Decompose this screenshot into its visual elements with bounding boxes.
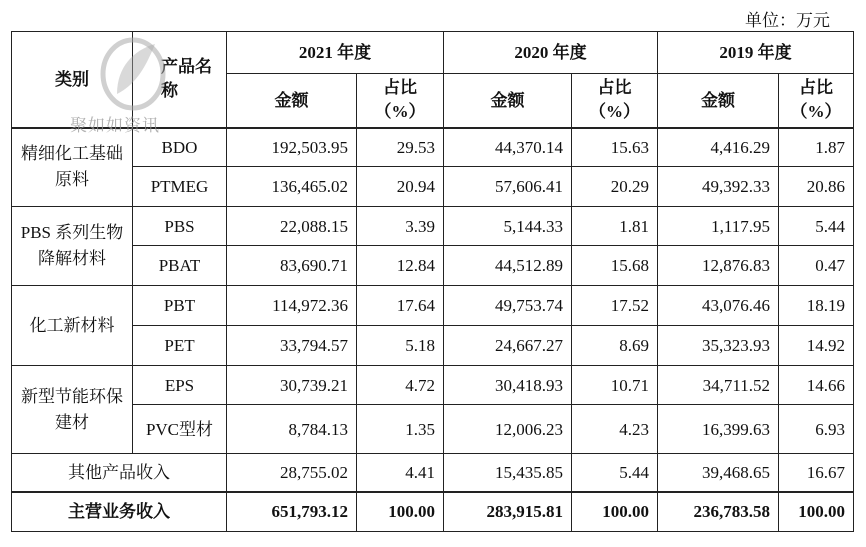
amount-cell: 4,416.29 bbox=[658, 128, 779, 167]
watermark-logo-icon bbox=[97, 34, 169, 112]
category-cell: PBS 系列生物降解材料 bbox=[12, 207, 133, 286]
amount-cell: 236,783.58 bbox=[658, 492, 779, 532]
ratio-cell: 5.44 bbox=[572, 454, 658, 492]
ratio-cell: 14.92 bbox=[779, 326, 854, 366]
amount-cell: 16,399.63 bbox=[658, 405, 779, 454]
header-amount: 金额 bbox=[227, 74, 357, 128]
other-revenue-row bbox=[12, 454, 854, 492]
amount-cell: 12,006.23 bbox=[444, 405, 572, 454]
ratio-cell: 100.00 bbox=[779, 492, 854, 532]
header-ratio: 占比（%） bbox=[357, 74, 444, 128]
amount-cell: 49,753.74 bbox=[444, 286, 572, 326]
ratio-cell: 100.00 bbox=[357, 492, 444, 532]
ratio-cell: 20.94 bbox=[357, 167, 444, 207]
ratio-cell: 8.69 bbox=[572, 326, 658, 366]
ratio-cell: 12.84 bbox=[357, 246, 444, 286]
table-row bbox=[12, 207, 854, 246]
ratio-cell: 15.63 bbox=[572, 128, 658, 167]
watermark-text: 聚如如资讯 bbox=[70, 116, 160, 136]
amount-cell: 8,784.13 bbox=[227, 405, 357, 454]
amount-cell: 651,793.12 bbox=[227, 492, 357, 532]
ratio-cell: 6.93 bbox=[779, 405, 854, 454]
other-revenue-row-label: 其他产品收入 bbox=[12, 454, 227, 492]
amount-cell: 5,144.33 bbox=[444, 207, 572, 246]
header-ratio: 占比（%） bbox=[779, 74, 854, 128]
product-cell: PVC型材 bbox=[133, 405, 227, 454]
amount-cell: 49,392.33 bbox=[658, 167, 779, 207]
total-revenue-row-label: 主营业务收入 bbox=[12, 492, 227, 532]
unit-label: 单位：万元 bbox=[745, 11, 830, 30]
amount-cell: 34,711.52 bbox=[658, 366, 779, 405]
table-row bbox=[12, 167, 854, 207]
amount-cell: 28,755.02 bbox=[227, 454, 357, 492]
category-cell: 精细化工基础原料 bbox=[12, 128, 133, 207]
header-amount: 金额 bbox=[444, 74, 572, 128]
amount-cell: 114,972.36 bbox=[227, 286, 357, 326]
product-cell: PET bbox=[133, 326, 227, 366]
amount-cell: 83,690.71 bbox=[227, 246, 357, 286]
header-ratio: 占比（%） bbox=[572, 74, 658, 128]
table-row bbox=[12, 246, 854, 286]
ratio-cell: 17.52 bbox=[572, 286, 658, 326]
header-amount: 金额 bbox=[658, 74, 779, 128]
product-cell: PBAT bbox=[133, 246, 227, 286]
amount-cell: 35,323.93 bbox=[658, 326, 779, 366]
table-row bbox=[12, 326, 854, 366]
header-year-2019: 2019 年度 bbox=[658, 32, 854, 74]
amount-cell: 43,076.46 bbox=[658, 286, 779, 326]
table-row bbox=[12, 366, 854, 405]
amount-cell: 192,503.95 bbox=[227, 128, 357, 167]
ratio-cell: 5.18 bbox=[357, 326, 444, 366]
header-product: 产品名称 bbox=[133, 32, 227, 128]
ratio-cell: 1.35 bbox=[357, 405, 444, 454]
table-row bbox=[12, 286, 854, 326]
ratio-cell: 10.71 bbox=[572, 366, 658, 405]
amount-cell: 1,117.95 bbox=[658, 207, 779, 246]
ratio-cell: 100.00 bbox=[572, 492, 658, 532]
ratio-cell: 0.47 bbox=[779, 246, 854, 286]
ratio-cell: 14.66 bbox=[779, 366, 854, 405]
ratio-cell: 16.67 bbox=[779, 454, 854, 492]
amount-cell: 15,435.85 bbox=[444, 454, 572, 492]
amount-cell: 30,418.93 bbox=[444, 366, 572, 405]
ratio-cell: 4.41 bbox=[357, 454, 444, 492]
ratio-cell: 4.23 bbox=[572, 405, 658, 454]
category-cell: 新型节能环保建材 bbox=[12, 366, 133, 454]
total-revenue-row bbox=[12, 492, 854, 532]
header-year-2020: 2020 年度 bbox=[444, 32, 658, 74]
amount-cell: 44,370.14 bbox=[444, 128, 572, 167]
amount-cell: 30,739.21 bbox=[227, 366, 357, 405]
table-row bbox=[12, 405, 854, 454]
ratio-cell: 3.39 bbox=[357, 207, 444, 246]
amount-cell: 24,667.27 bbox=[444, 326, 572, 366]
product-cell: PBT bbox=[133, 286, 227, 326]
ratio-cell: 5.44 bbox=[779, 207, 854, 246]
amount-cell: 33,794.57 bbox=[227, 326, 357, 366]
ratio-cell: 1.87 bbox=[779, 128, 854, 167]
ratio-cell: 1.81 bbox=[572, 207, 658, 246]
ratio-cell: 29.53 bbox=[357, 128, 444, 167]
product-cell: PTMEG bbox=[133, 167, 227, 207]
header-category: 类别 bbox=[12, 32, 133, 128]
product-cell: BDO bbox=[133, 128, 227, 167]
amount-cell: 22,088.15 bbox=[227, 207, 357, 246]
amount-cell: 44,512.89 bbox=[444, 246, 572, 286]
ratio-cell: 15.68 bbox=[572, 246, 658, 286]
ratio-cell: 18.19 bbox=[779, 286, 854, 326]
product-cell: EPS bbox=[133, 366, 227, 405]
ratio-cell: 20.86 bbox=[779, 167, 854, 207]
ratio-cell: 4.72 bbox=[357, 366, 444, 405]
ratio-cell: 20.29 bbox=[572, 167, 658, 207]
ratio-cell: 17.64 bbox=[357, 286, 444, 326]
amount-cell: 57,606.41 bbox=[444, 167, 572, 207]
amount-cell: 136,465.02 bbox=[227, 167, 357, 207]
amount-cell: 283,915.81 bbox=[444, 492, 572, 532]
product-cell: PBS bbox=[133, 207, 227, 246]
amount-cell: 12,876.83 bbox=[658, 246, 779, 286]
category-cell: 化工新材料 bbox=[12, 286, 133, 366]
header-year-2021: 2021 年度 bbox=[227, 32, 444, 74]
amount-cell: 39,468.65 bbox=[658, 454, 779, 492]
